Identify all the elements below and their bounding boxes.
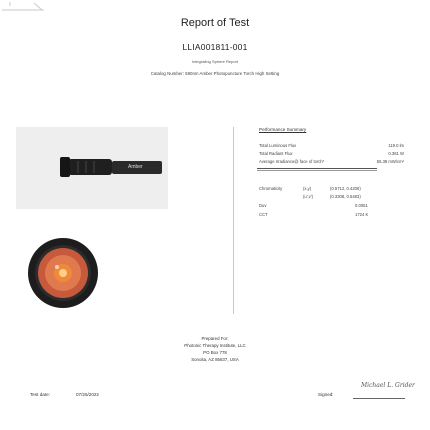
chromaticity-uv-unit: (u',v') [303, 194, 313, 199]
duv-value: 0.0051 [355, 203, 368, 208]
vertical-divider [233, 127, 234, 314]
signature-line [353, 398, 405, 399]
prepared-for-heading: Prepared For: [201, 336, 229, 341]
chromaticity-label: Chromaticity [259, 186, 283, 191]
performance-summary-heading: Performance Summary [259, 127, 307, 132]
irradiance-value: 55.38 mW/cm² [376, 159, 404, 164]
signature: Michael L. Grider [361, 382, 415, 389]
corner-mark-icon [0, 0, 46, 12]
torch-front-photo [26, 236, 100, 310]
cct-label: CCT [259, 212, 268, 217]
cct-value: 1724 K [355, 212, 369, 217]
report-title: Report of Test [180, 17, 250, 29]
torch-side-photo [16, 127, 168, 209]
summary-rule [257, 168, 377, 169]
summary-rule-secondary [257, 170, 377, 171]
client-address-line1: PO Box 778 [203, 350, 227, 355]
torch-badge-label: Amber [128, 164, 143, 170]
client-name: Photonic Therapy Institute, LLC [184, 343, 246, 348]
test-date-value: 07/25/2022 [76, 392, 99, 397]
radiant-flux-label: Total Radiant Flux [259, 151, 293, 156]
luminous-flux-label: Total Luminous Flux [259, 143, 297, 148]
irradiance-label: Average Irradiance@ face of torch* [259, 159, 325, 164]
duv-label: Duv [259, 203, 267, 208]
chromaticity-xy-value: (0.5712, 0.4208) [330, 186, 361, 191]
test-date-label: Test date: [30, 392, 50, 397]
catalog-number: Catalog Number: 590nm Amber Photopuncture Torch High Setting [150, 71, 280, 76]
client-address-line2: Sonoita, AZ 85637, USA [191, 357, 239, 362]
torch-side-icon [16, 127, 168, 209]
radiant-flux-value: 0.361 W [388, 151, 404, 156]
chromaticity-uv-value: (0.3308, 0.5483) [330, 194, 361, 199]
document-id: LLIA001811-001 [182, 42, 248, 52]
signed-label: Signed: [318, 392, 334, 397]
report-subtitle: Integrating Sphere Report [191, 59, 239, 64]
chromaticity-xy-unit: (x,y) [303, 186, 312, 191]
luminous-flux-value: 119.0 lm [388, 143, 404, 148]
